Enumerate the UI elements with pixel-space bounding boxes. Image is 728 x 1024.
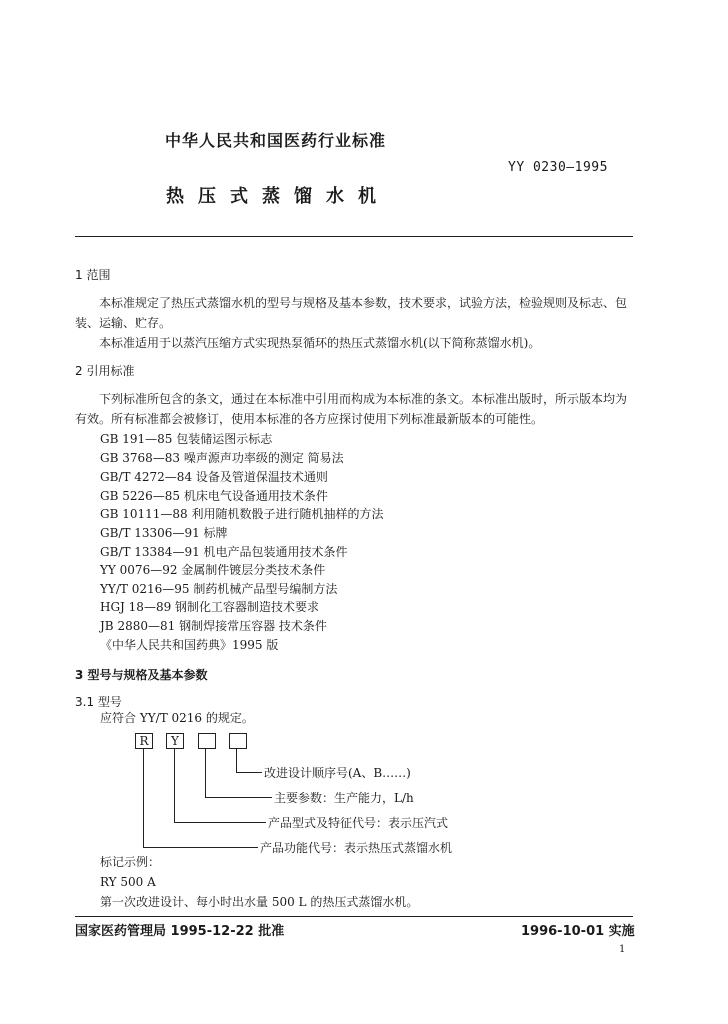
reference-item: GB/T 4272—84 设备及管道保温技术通则 bbox=[100, 470, 328, 484]
header-divider bbox=[75, 236, 633, 237]
reference-item: GB 3768—83 噪声源声功率级的测定 简易法 bbox=[100, 451, 344, 465]
connector-line bbox=[205, 749, 206, 797]
footer-divider bbox=[75, 916, 633, 917]
reference-item: GB 191—85 包装储运图示标志 bbox=[100, 432, 273, 446]
code-box-revision bbox=[229, 733, 247, 749]
reference-item: GB 5226—85 机床电气设备通用技术条件 bbox=[100, 489, 328, 503]
example-label: 标记示例： bbox=[100, 855, 161, 869]
legend-product-type: 产品型式及特征代号：表示压汽式 bbox=[268, 816, 449, 830]
connector-line bbox=[174, 749, 175, 822]
connector-line bbox=[205, 797, 272, 798]
standard-code: YY 0230—1995 bbox=[508, 160, 608, 175]
example-code: RY 500 A bbox=[100, 875, 156, 889]
connector-line bbox=[143, 847, 258, 848]
connector-line bbox=[143, 749, 144, 847]
code-box-product-function: R bbox=[135, 733, 153, 749]
approval-line: 国家医药管理局 1995-12-22 批准 bbox=[75, 924, 285, 939]
reference-item: HGJ 18—89 钢制化工容器制造技术要求 bbox=[100, 600, 320, 614]
section-2-intro: 下列标准所包含的条文，通过在本标准中引用而构成为本标准的条文。本标准出版时，所示版本均为有效。所有标准都会被修订，使用本标准的各方应探讨使用下列标准最新版本的可能性。 bbox=[75, 392, 628, 426]
connector-line bbox=[236, 749, 237, 772]
legend-revision: 改进设计顺序号(A、B……) bbox=[264, 766, 411, 780]
connector-line bbox=[236, 772, 262, 773]
reference-item: GB/T 13384—91 机电产品包装通用技术条件 bbox=[100, 545, 348, 559]
section-1-paragraph-1: 本标准规定了热压式蒸馏水机的型号与规格及基本参数，技术要求，试验方法，检验规则及标志、包装、运输、贮存。 bbox=[75, 296, 628, 330]
section-2-heading: 2 引用标准 bbox=[75, 364, 135, 378]
example-description: 第一次改进设计、每小时出水量 500 L 的热压式蒸馏水机。 bbox=[100, 895, 419, 909]
document-title: 热压式蒸馏水机 bbox=[166, 186, 390, 207]
effective-date: 1996-10-01 实施 bbox=[521, 924, 635, 939]
code-box-main-parameter bbox=[198, 733, 216, 749]
page-number: 1 bbox=[619, 944, 626, 955]
reference-item: 《中华人民共和国药典》1995 版 bbox=[100, 638, 279, 652]
section-3-1-heading: 3.1 型号 bbox=[75, 695, 122, 709]
section-3-heading: 3 型号与规格及基本参数 bbox=[75, 668, 208, 682]
code-box-product-type: Y bbox=[166, 733, 184, 749]
reference-item: YY 0076—92 金属制件镀层分类技术条件 bbox=[100, 563, 326, 577]
reference-item: GB/T 13306—91 标牌 bbox=[100, 526, 228, 540]
reference-item: JB 2880—81 钢制焊接常压容器 技术条件 bbox=[100, 619, 327, 633]
legend-main-parameter: 主要参数：生产能力，L/h bbox=[274, 791, 414, 805]
reference-item: GB 10111—88 利用随机数骰子进行随机抽样的方法 bbox=[100, 507, 384, 521]
legend-product-function: 产品功能代号：表示热压式蒸馏水机 bbox=[260, 841, 453, 855]
connector-line bbox=[174, 822, 266, 823]
reference-item: YY/T 0216—95 制药机械产品型号编制方法 bbox=[100, 582, 338, 596]
section-1-heading: 1 范围 bbox=[75, 268, 111, 282]
section-3-1-intro: 应符合 YY/T 0216 的规定。 bbox=[100, 711, 254, 725]
standard-title: 中华人民共和国医药行业标准 bbox=[165, 131, 387, 150]
section-1-paragraph-2: 本标准适用于以蒸汽压缩方式实现热泵循环的热压式蒸馏水机(以下简称蒸馏水机)。 bbox=[99, 336, 541, 350]
